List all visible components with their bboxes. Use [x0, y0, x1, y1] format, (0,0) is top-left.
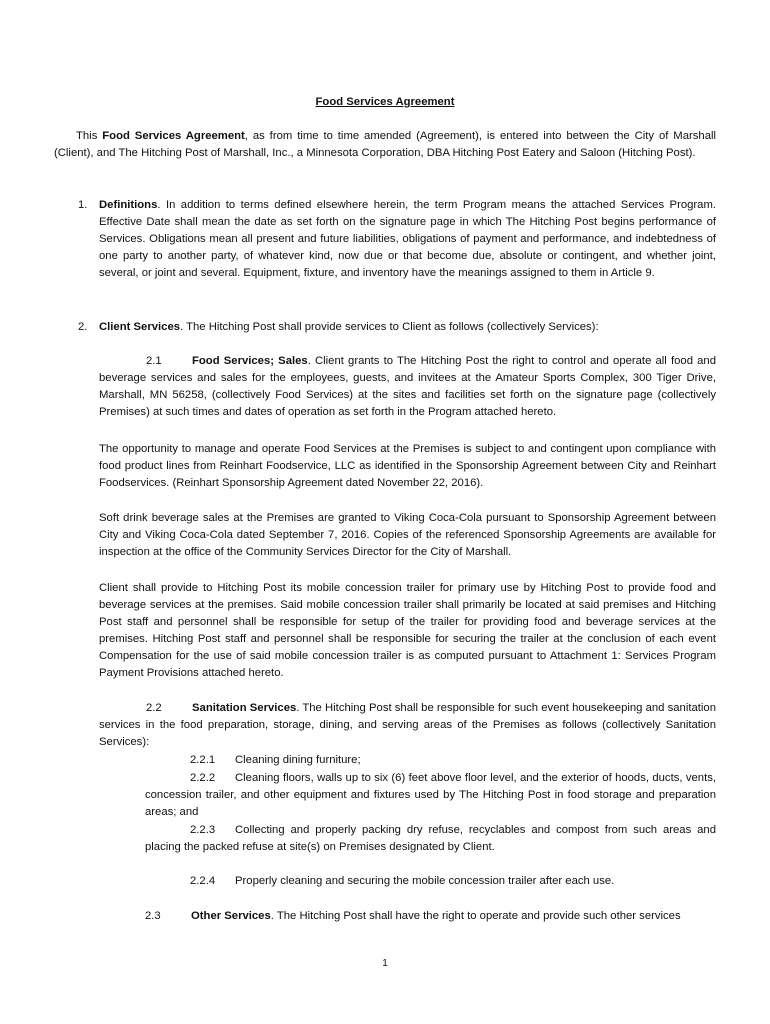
section-2-heading: Client Services — [99, 321, 181, 333]
section-2-2-3 — [145, 822, 716, 856]
section-1-definitions — [78, 197, 716, 282]
section-2-2-4 — [145, 873, 716, 890]
section-1-number: 1. — [78, 199, 88, 211]
section-2-2-number: 2.2 — [146, 702, 162, 714]
section-2-1-number: 2.1 — [146, 355, 162, 367]
section-2-1-text: . Client grants to The Hitching Post the right to control and operate all food and beverage services and sales for the employees, guests, and invitees at the Amateur Sports Complex, 300 Tiger Drive, Marshall, MN 56258, (collectively Food Services) at the sites and facilities set forth on the signature page (collectively Premises) at such times and dates of operation as set forth in the Program attached hereto. — [99, 355, 716, 419]
section-2-client-services — [78, 319, 716, 336]
intro-bold: Food Services Agreement — [102, 130, 245, 142]
section-2-2-sanitation-services — [99, 700, 716, 751]
paragraph-reinhart: The opportunity to manage and operate Food Services at the Premises is subject to and contingent upon compliance with food product lines from Reinhart Foodservice, LLC as identified in the Sponsorship Agreement between City and Reinhart Foodservices. (Reinhart Sponsorship Agreement dated November 22, 2016). — [99, 443, 716, 490]
section-1-text: . In addition to terms defined elsewhere herein, the term Program means the attached Services Program. Effective Date shall mean the date as set forth on the signature page in which The Hitching Post begins performance of Services. Obligations mean all present and future liabilities, obligations of payment and performance, and indebtedness of one party to another party, of whatever kind, now due or that become due, absolute or contingent, and whether joint, several, or joint and several. Equipment, fixture, and inventory have the meanings assigned to them in Article 9. — [99, 199, 716, 280]
page-number: 1 — [382, 958, 388, 969]
section-2-2-text: . The Hitching Post shall be responsible for such event housekeeping and sanitation services in the food preparation, storage, dining, and serving areas of the Premises as follows (collectively Sanitation Services): — [99, 702, 716, 749]
section-2-2-1-number: 2.2.1 — [190, 754, 216, 766]
section-2-2-4-number: 2.2.4 — [190, 875, 216, 887]
intro-paragraph — [54, 128, 716, 162]
intro-pre: This — [76, 130, 103, 142]
section-2-2-2 — [145, 770, 716, 821]
section-2-1-heading: Food Services; Sales — [192, 355, 308, 367]
section-2-1-food-services — [99, 353, 716, 421]
section-2-2-heading: Sanitation Services — [192, 702, 297, 714]
section-2-2-3-number: 2.2.3 — [190, 824, 216, 836]
paragraph-coca-cola: Soft drink beverage sales at the Premises are granted to Viking Coca-Cola pursuant to Sponsorship Agreement between City and Viking Coca-Cola dated September 7, 2016. Copies of the referenced Sponsorship Agreements are available for inspection at the office of the Community Services Director for the City of Marshall. — [99, 512, 716, 559]
section-2-2-3-text: Collecting and properly packing dry refuse, recyclables and compost from such areas and placing the packed refuse at site(s) on Premises designated by Client. — [145, 824, 716, 854]
section-1-heading: Definitions — [99, 199, 158, 211]
section-2-2-4-text: Properly cleaning and securing the mobile concession trailer after each use. — [235, 875, 615, 887]
section-2-number: 2. — [78, 321, 88, 333]
section-2-3-number: 2.3 — [145, 910, 161, 922]
section-2-2-1-text: Cleaning dining furniture; — [235, 754, 361, 766]
section-2-2-2-text: Cleaning floors, walls up to six (6) feet above floor level, and the exterior of hoods, ducts, vents, concession trailer, and other equipment and fixtures used by The Hitching Post in food storage and preparation areas; and — [145, 772, 716, 819]
intro-rest: , as from time to time amended (Agreement), is entered into between the City of Marshall (Client), and The Hitching Post of Marshall, Inc., a Minnesota Corporation, DBA Hitching Post Eatery and Saloon (Hitching Post). — [54, 130, 716, 160]
section-2-2-1 — [145, 752, 716, 769]
section-2-text: . The Hitching Post shall provide services to Client as follows (collectively Services): — [180, 321, 599, 333]
document-title: Food Services Agreement — [315, 96, 455, 108]
paragraph-concession-trailer: Client shall provide to Hitching Post its mobile concession trailer for primary use by Hitching Post to provide food and beverage services at the premises. Said mobile concession trailer shall primarily be located at said premises and Hitching Post staff and personnel shall be responsible for setup of the trailer for providing food and beverage services at the premises. Hitching Post staff and personnel shall be responsible for securing the trailer at the conclusion of each event Compensation for the use of said mobile concession trailer is as computed pursuant to Attachment 1: Services Program Payment Provisions attached hereto. — [99, 582, 716, 680]
section-2-2-2-number: 2.2.2 — [190, 772, 216, 784]
section-2-3-text: . The Hitching Post shall have the right to operate and provide such other services — [270, 910, 681, 922]
section-2-3-other-services — [145, 908, 716, 925]
section-2-3-heading: Other Services — [191, 910, 271, 922]
